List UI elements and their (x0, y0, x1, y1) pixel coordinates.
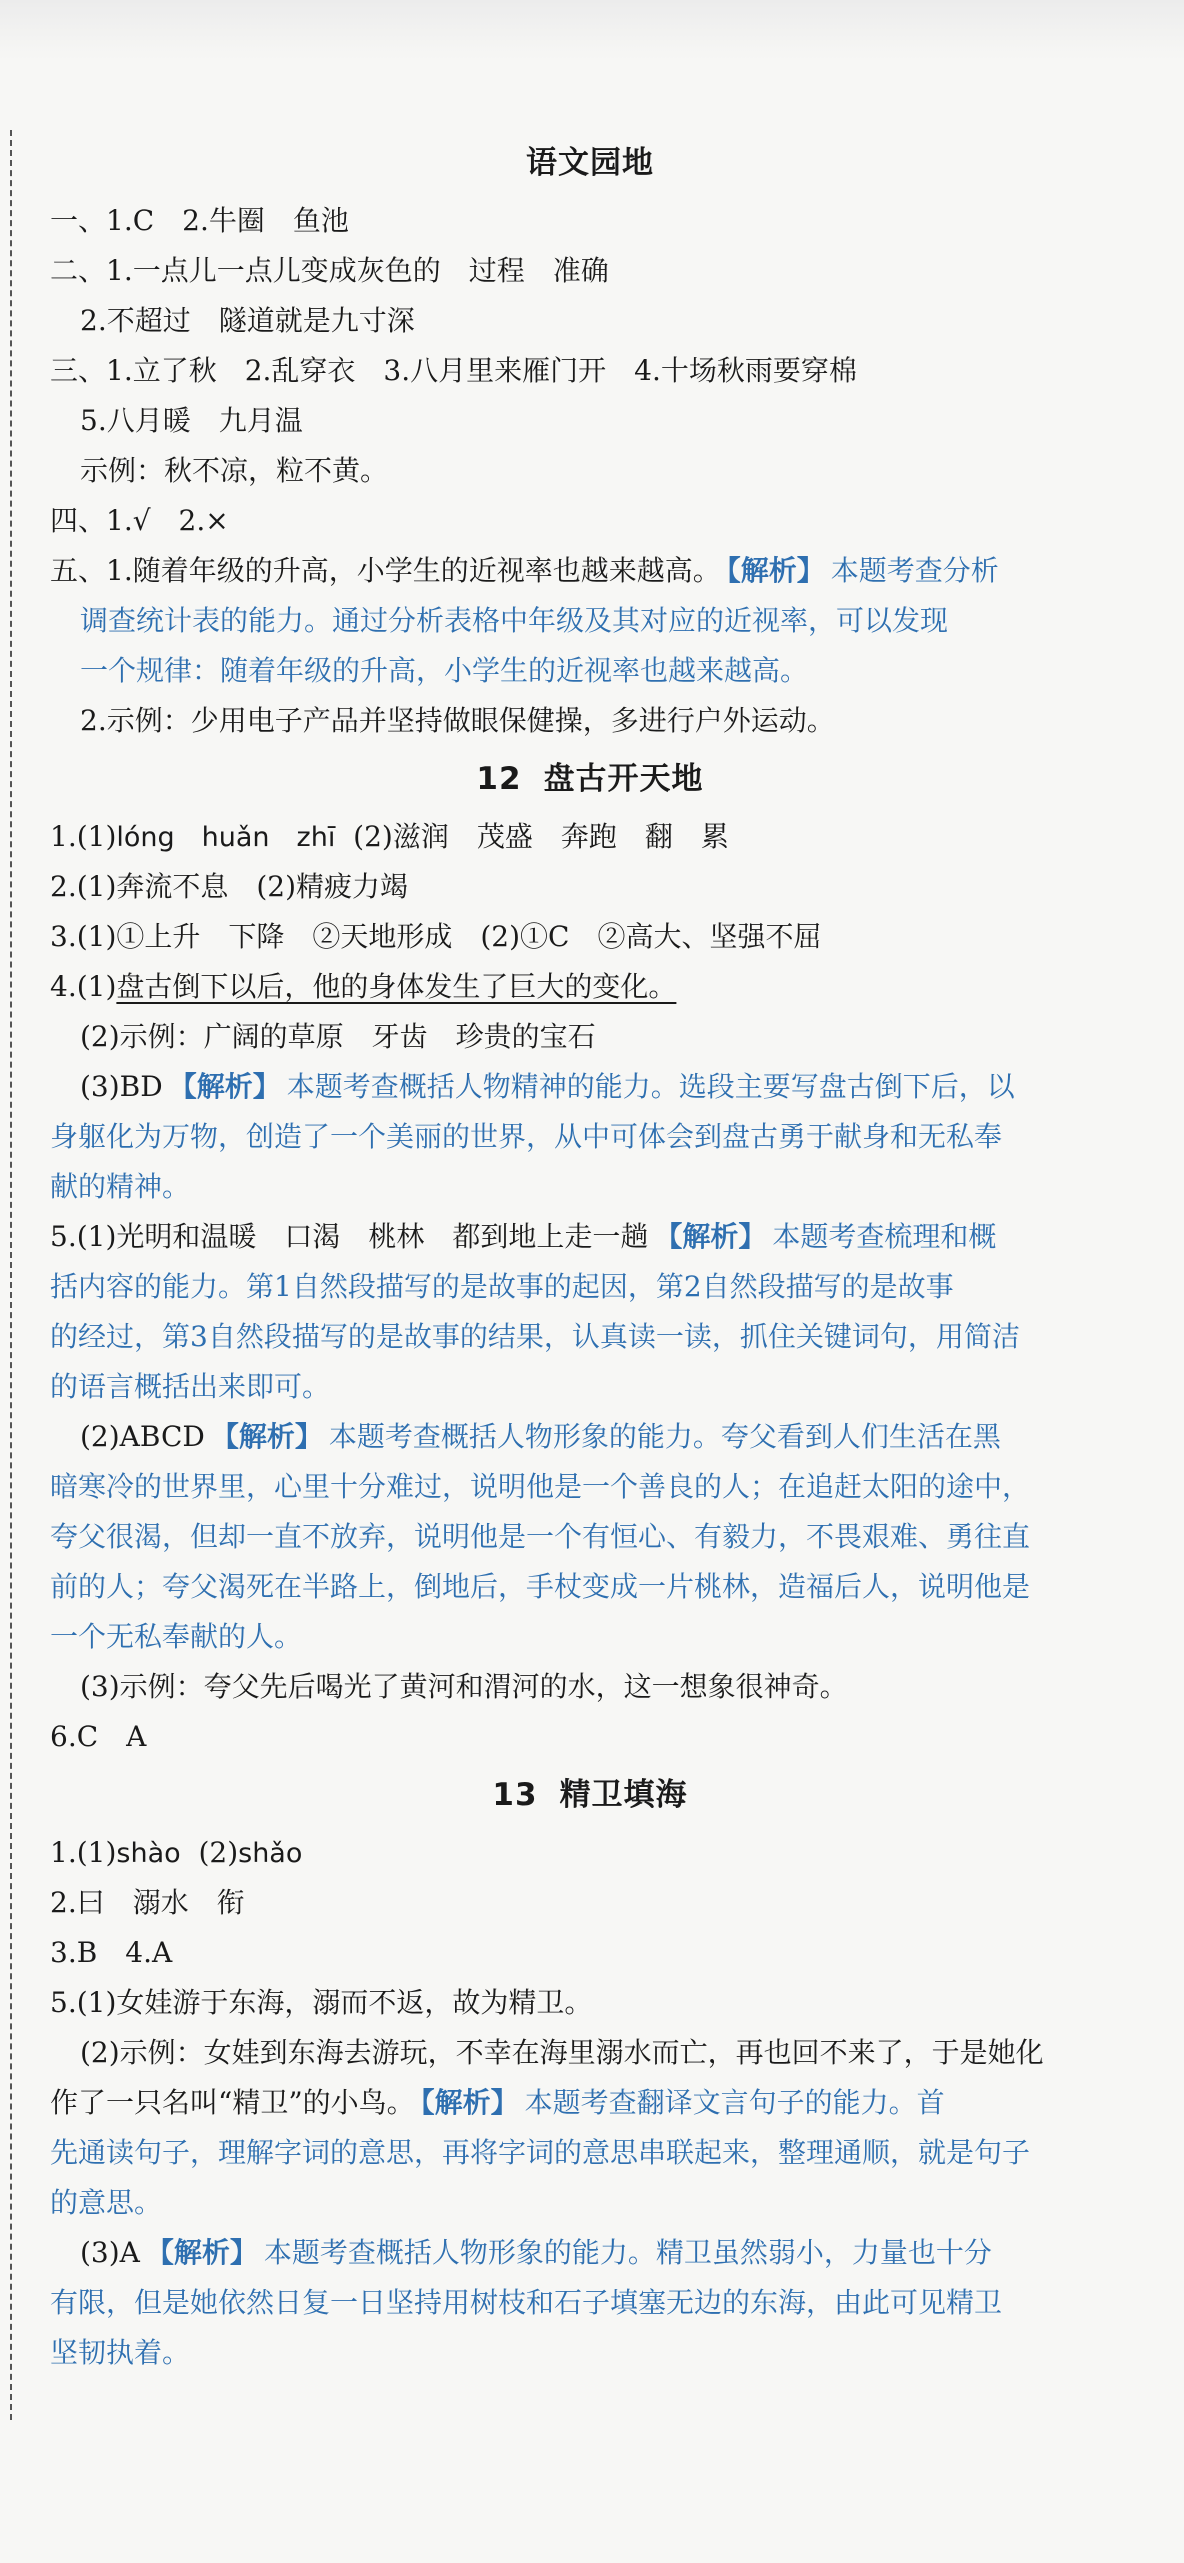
analysis-line: 的经过，第3自然段描写的是故事的结果，认真读一读，抓住关键词句，用简洁 (50, 1320, 1020, 1353)
analysis-tag: 【解析】 (145, 2236, 258, 2269)
analysis-line: 身躯化为万物，创造了一个美丽的世界，从中可体会到盘古勇于献身和无私奉 (50, 1120, 1003, 1153)
analysis-line: 献的精神。 (50, 1170, 191, 1203)
analysis-line: 的语言概括出来即可。 (50, 1370, 331, 1403)
answer-line: 3.B 4.A (50, 1936, 173, 1969)
answer-line: (2)示例：女娃到东海去游玩，不幸在海里溺水而亡，再也回不来了，于是她化 (80, 2036, 1044, 2069)
analysis-text: 本题考查概括人物形象的能力。夸父看到人们生活在黑 (328, 1420, 1001, 1453)
analysis-line: 一个规律：随着年级的升高，小学生的近视率也越来越高。 (80, 654, 809, 687)
answer-line: 5.(1)女娃游于东海，溺而不返，故为精卫。 (50, 1986, 593, 2019)
lesson-title: 精卫填海 (559, 1777, 688, 1813)
answer-line: 2.示例：少用电子产品并坚持做眼保健操，多进行户外运动。 (80, 704, 835, 737)
answer-line (50, 1212, 1130, 1262)
answer-line: 3.(1)①上升 下降 ②天地形成 (2)①C ②高大、坚强不屈 (50, 920, 822, 953)
answer-line: 2.(1)奔流不息 (2)精疲力竭 (50, 870, 409, 903)
underlined-answer: 盘古倒下以后，他的身体发生了巨大的变化。 (116, 970, 677, 1003)
answer-text: 1.(1) (50, 820, 117, 853)
analysis-line: 坚韧执着。 (50, 2336, 191, 2369)
answer-line (50, 812, 1130, 862)
analysis-text: 本题考查概括人物形象的能力。精卫虽然弱小，力量也十分 (263, 2236, 992, 2269)
answer-text: (2)滋润 茂盛 奔跑 翻 累 (353, 820, 729, 853)
dashed-cut-line (10, 130, 12, 2420)
pinyin-text: shào (116, 1838, 181, 1869)
lesson-number: 12 (476, 761, 522, 797)
answer-line: 二、1.一点儿一点儿变成灰色的 过程 准确 (50, 254, 609, 287)
analysis-text: 本题考查分析 (830, 554, 999, 587)
analysis-line: 先通读句子，理解字词的意思，再将字词的意思串联起来，整理通顺，就是句子 (50, 2136, 1031, 2169)
answer-line (50, 1062, 1130, 1112)
answer-text: 1.(1) (50, 1836, 117, 1869)
answer-line (50, 1828, 1130, 1878)
analysis-tag: 【解析】 (210, 1420, 323, 1453)
answer-line: 四、1.√ 2.× (50, 504, 229, 537)
answer-line (50, 962, 1130, 1012)
answer-line: 一、1.C 2.牛圈 鱼池 (50, 204, 349, 237)
analysis-text: 本题考查梳理和概 (772, 1220, 997, 1253)
answer-line: (3)示例：夸父先后喝光了黄河和渭河的水，这一想象很神奇。 (80, 1670, 848, 1703)
analysis-line: 前的人；夸父渴死在半路上，倒地后，手杖变成一片桃林，造福后人，说明他是 (50, 1570, 1031, 1603)
analysis-tag: 【解析】 (420, 2086, 519, 2119)
analysis-tag: 【解析】 (168, 1070, 281, 1103)
answer-line (50, 546, 1130, 596)
analysis-line: 调查统计表的能力。通过分析表格中年级及其对应的近视率，可以发现 (80, 604, 949, 637)
answer-text: 5.(1)光明和温暖 口渴 桃林 都到地上走一趟 (50, 1220, 649, 1253)
answer-content (50, 130, 1130, 2378)
answer-text: 五、1.随着年级的升高，小学生的近视率也越来越高。 (50, 554, 721, 587)
analysis-line: 的意思。 (50, 2186, 163, 2219)
answer-text: (2)ABCD (80, 1420, 205, 1453)
analysis-line: 夸父很渴，但却一直不放弃，说明他是一个有恒心、有毅力，不畏艰难、勇往直 (50, 1520, 1031, 1553)
pinyin-text: lóng huǎn zhī (116, 822, 336, 853)
answer-line: 2.不超过 隧道就是九寸深 (80, 304, 415, 337)
analysis-tag: 【解析】 (654, 1220, 767, 1253)
answer-text: (3)BD (80, 1070, 163, 1103)
answer-line: 5.八月暖 九月温 (80, 404, 303, 437)
section-title-pangu (50, 746, 1130, 812)
answer-line: 示例：秋不凉，粒不黄。 (80, 454, 389, 487)
lesson-title: 盘古开天地 (543, 761, 704, 797)
analysis-line: 暗寒冷的世界里，心里十分难过，说明他是一个善良的人；在追赶太阳的途中， (50, 1470, 1031, 1503)
analysis-line: 一个无私奉献的人。 (50, 1620, 303, 1653)
analysis-tag: 【解析】 (726, 554, 825, 587)
answer-text: (2) (198, 1836, 239, 1869)
answer-text: 作了一只名叫“精卫”的小鸟。 (50, 2086, 415, 2119)
analysis-line: 括内容的能力。第1自然段描写的是故事的起因，第2自然段描写的是故事 (50, 1270, 954, 1303)
section-title-jingwei (50, 1762, 1130, 1828)
analysis-line: 有限，但是她依然日复一日坚持用树枝和石子填塞无边的东海，由此可见精卫 (50, 2286, 1003, 2319)
analysis-text: 本题考查翻译文言句子的能力。首 (524, 2086, 945, 2119)
pinyin-text: shǎo (238, 1838, 303, 1869)
answer-text: 4.(1) (50, 970, 117, 1003)
answer-line (50, 2228, 1130, 2278)
answer-text: (3)A (80, 2236, 140, 2269)
answer-line: 三、1.立了秋 2.乱穿衣 3.八月里来雁门开 4.十场秋雨要穿棉 (50, 354, 857, 387)
answer-line: 6.C A (50, 1720, 147, 1753)
answer-line: 2.曰 溺水 衔 (50, 1886, 245, 1919)
lesson-number: 13 (492, 1777, 538, 1813)
section-title-yuwen-yuandi: 语文园地 (526, 145, 654, 181)
answer-line (50, 1412, 1130, 1462)
answer-line: (2)示例：广阔的草原 牙齿 珍贵的宝石 (80, 1020, 596, 1053)
answer-line (50, 2078, 1130, 2128)
analysis-text: 本题考查概括人物精神的能力。选段主要写盘古倒下后，以 (286, 1070, 1015, 1103)
